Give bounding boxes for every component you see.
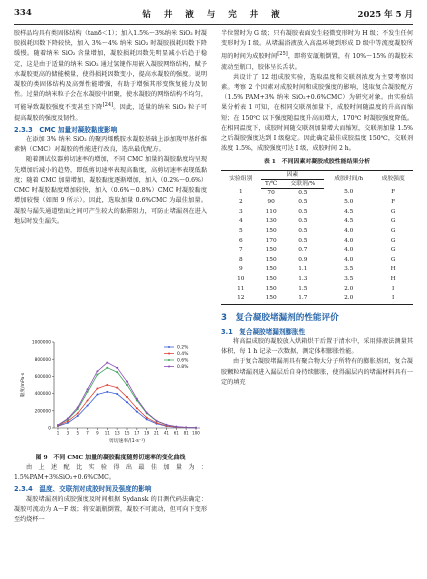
data-point xyxy=(116,393,118,395)
y-tick-label: 600000 xyxy=(34,375,51,380)
data-point xyxy=(96,374,98,376)
table-cell: 150 xyxy=(265,256,277,263)
paragraph: 由于复合凝胶堵漏剂具有聚合物大分子所特有的膨胀基团，复合凝胶颗粒堵漏剂进入漏层后自身持续膨胀，使得漏层内的堵漏材料具有一定的填充 xyxy=(221,358,413,386)
table-cell: 130 xyxy=(265,218,277,225)
paragraph: 随着测试仪器剪切速率的增加，不同 CMC 加量的凝胶黏度均呈现先增加后减小的趋势，即低剪切速率表现高黏度，高剪切速率表现低黏度；随着 CMC 加量增加，凝胶黏度逐渐增加，加入（0.2%～0.6%）CMC 时凝胶黏度增加较快，加入（0.6%～0.8%）CMC 时凝胶黏度增加较慢（如图 9 所示）。因此，选取加量 0.6%CMC 为最佳加量。凝胶与漏失通道壁面之间可产生较大的黏滞阻力，可防止堵漏剂在进入地层时发生漏失。 xyxy=(14,156,207,225)
x-tick-label: 61 xyxy=(173,430,179,436)
table-cell: 3 xyxy=(238,208,243,215)
data-point xyxy=(165,424,167,426)
data-point xyxy=(87,405,89,407)
table-cell: 0.5 xyxy=(298,237,308,244)
table-cell: 0.5 xyxy=(298,218,308,225)
legend-label: 0.8% xyxy=(177,365,189,371)
left-column-lower xyxy=(14,463,207,525)
series-line xyxy=(58,363,196,428)
legend-label: 0.2% xyxy=(177,345,189,351)
x-tick-label: 19 xyxy=(144,430,150,436)
table-cell: 4 xyxy=(238,218,243,225)
data-point xyxy=(96,393,98,395)
y-tick-label: 800000 xyxy=(34,357,51,363)
table-cell: 0.7 xyxy=(298,247,308,254)
table-cell: 150 xyxy=(265,285,277,292)
x-tick-label: 5 xyxy=(76,430,79,436)
header-rule xyxy=(14,24,413,25)
table-cell: 70 xyxy=(267,189,275,196)
data-point xyxy=(87,399,89,401)
data-point xyxy=(126,381,128,383)
legend-label: 0.6% xyxy=(177,358,189,364)
table-cell: 7 xyxy=(238,247,243,254)
x-tick-label: 7 xyxy=(86,430,89,436)
data-point xyxy=(67,422,69,424)
table-cell: F xyxy=(391,199,396,206)
data-point xyxy=(106,384,108,386)
paragraph: 在添加 3% 纳米 SiO₂ 的聚丙烯酰胺水凝胶基础上添加羧甲基纤维素钠（CMC）对凝胶的性能进行改良，选出最优配方。 xyxy=(14,136,207,154)
table-cell: 4.0 xyxy=(344,256,354,263)
table-cell: 10 xyxy=(237,276,245,283)
table-caption: 表 1 不同因素对凝胶成胶性能结果分析 xyxy=(263,158,371,166)
series-line xyxy=(58,385,196,428)
x-tick-label: 15 xyxy=(124,430,130,436)
table-cell: 150 xyxy=(265,266,277,273)
table-cell: 1 xyxy=(238,189,243,196)
table-cell: G xyxy=(390,208,396,215)
table-cell: G xyxy=(390,237,396,244)
x-tick-label: 11 xyxy=(104,430,110,436)
y-tick-label: 400000 xyxy=(34,392,51,398)
citation: [24] xyxy=(102,102,114,109)
data-point xyxy=(185,426,187,428)
issue-date: 2025 年 5 月 xyxy=(357,10,413,20)
th-crosslink: 交联剂/% xyxy=(282,179,324,188)
table-cell: 4.0 xyxy=(344,247,354,254)
data-point xyxy=(96,370,98,372)
citation: [25] xyxy=(277,51,288,58)
table-cell: 170 xyxy=(265,237,277,244)
table-cell: 150 xyxy=(265,247,277,254)
table-cell: G xyxy=(390,228,396,235)
table-cell: 11 xyxy=(237,285,245,292)
table-cell: 8 xyxy=(238,256,243,263)
table-cell: 90 xyxy=(267,199,275,206)
table-cell: 1.3 xyxy=(298,276,308,283)
data-point xyxy=(87,388,89,390)
data-point xyxy=(77,415,79,417)
data-point xyxy=(116,371,118,373)
table-row xyxy=(221,237,413,247)
y-tick-label: 1000000 xyxy=(31,340,51,346)
section-heading: 3 复合凝胶堵漏剂的性能评价 xyxy=(221,312,339,323)
data-point xyxy=(146,417,148,419)
data-point xyxy=(116,367,118,369)
x-tick-label: 17 xyxy=(134,430,140,436)
section-heading: 2.3.3 CMC 加量对凝胶黏度影响 xyxy=(14,125,118,134)
th-temp: T/℃ xyxy=(261,179,282,188)
x-tick-label: 81 xyxy=(183,430,189,436)
table-cell: 3.5 xyxy=(344,276,354,283)
table-row xyxy=(221,265,413,275)
paragraph: 将高温成胶的凝胶放入烘箱烘干后置于清水中，采用排液法测量其体积，每 1 h 记录一次数据，测定体积膨胀性能。 xyxy=(221,338,413,356)
data-point xyxy=(106,391,108,393)
th-factor: 因素 xyxy=(261,170,324,179)
table-cell: 4.5 xyxy=(344,218,354,225)
table-cell: 2 xyxy=(238,199,243,206)
section-heading: 2.3.4 温度、交联剂对成胶时间及强度的影响 xyxy=(14,485,152,494)
table-cell: F xyxy=(391,189,396,196)
table-cell: 2.0 xyxy=(344,285,354,292)
x-tick-label: 3 xyxy=(66,430,70,436)
data-point xyxy=(146,412,148,414)
table-cell: 0.5 xyxy=(298,199,308,206)
data-point xyxy=(106,367,108,369)
y-tick-label: 200000 xyxy=(34,409,51,415)
x-tick-label: 41 xyxy=(163,430,169,436)
table-cell: G xyxy=(390,247,396,254)
x-tick-label: 9 xyxy=(96,430,99,436)
legend-marker xyxy=(168,359,170,361)
table-cell: I xyxy=(373,294,413,304)
data-point xyxy=(67,418,69,420)
table-row xyxy=(221,227,413,237)
x-tick-label: 21 xyxy=(154,430,160,436)
th-strength: 成胶强度 xyxy=(373,170,413,188)
page-header xyxy=(14,8,413,22)
paragraph: 凝胶堵漏剂的成胶强度及时间根据 Sydansk 的目测代码法确定：凝胶可流动为 A～F 级；将安瓿瓶倒置，凝胶不可流动，但可向下变形至约烧杯一 xyxy=(14,495,207,524)
data-point xyxy=(77,406,79,408)
table-cell: 5.0 xyxy=(344,189,354,196)
y-tick-label: 0 xyxy=(48,426,51,432)
table-cell: I xyxy=(392,285,395,292)
table-cell: 4.5 xyxy=(344,208,354,215)
page-number: 334 xyxy=(14,8,32,18)
x-tick-label: 1 xyxy=(56,430,60,436)
y-axis-label: 黏度/mPa·s xyxy=(21,372,26,398)
table-cell: 0.5 xyxy=(298,189,308,196)
table-cell: 110 xyxy=(265,208,277,215)
table-row xyxy=(221,256,413,266)
table-cell: 6 xyxy=(238,237,243,244)
table-row xyxy=(221,285,413,295)
data-point xyxy=(77,412,79,414)
data-point xyxy=(67,420,69,422)
x-tick-label: 100 xyxy=(192,430,200,436)
x-axis-label: 剪切速率/(1·s⁻¹) xyxy=(108,439,146,444)
paragraph: 胶样品均具有类固体结构（tanδ＜1）；加入1.5%～3%纳米 SiO₂ 时凝胶损耗因数下降较快，加入 3%～4% 纳米 SiO₂ 时凝胶损耗因数下降缓慢。随着纳米 SiO₂ 含量增加，凝胶损耗因数先明显减小后趋于稳定，这是由于适量的纳米 SiO₂ 通过氢键作用嵌入凝胶网络结构，赋予水凝胶更高的储能模量，使得损耗因数变小，提高水凝胶的强度。说明凝胶的类固体结构及高弹性能增强，有助于增强其形变恢复能力及韧性。过量的纳米粒子会在水凝胶中团聚，使水凝胶的网络结构不均匀，可能导致凝胶强度不变甚至下降[24]。因此，适量的纳米 SiO₂ 粒子可提高凝胶的强度及韧性。 xyxy=(14,30,207,122)
data-point xyxy=(96,387,98,389)
table-cell: 3.5 xyxy=(344,266,354,273)
paragraph: 共设计了 12 组成胶实验，选取温度和交联剂浓度为主要考察因素。考察 2 个因素对成胶时间和成胶强度的影响，选取复合凝胶配方（1.5% PAM+3% 纳米 SiO₂+0.6%CMC）为研究对象。由实验结果分析表 1 可知，在相同交联剂加量下，成胶时间随温度的升高而缩短；在 150℃ 以下强度随温度升高而增大，170℃ 时凝胶强度降低。在相同温度下，成胶时间随交联剂加量增大而缩短，交联剂加量 1.5% 之后凝胶强度达到 I 级稳定。因此确定最佳成胶温度 150℃，交联剂浓度 1.5%，成胶强度可达 I 级，成胶时间 2 h。 xyxy=(221,73,413,153)
x-tick-label: 13 xyxy=(114,430,120,436)
table-cell: 1.7 xyxy=(282,294,324,304)
data-point xyxy=(156,422,158,424)
table-row xyxy=(221,208,413,218)
table-cell: 12 xyxy=(221,294,261,304)
data-point xyxy=(126,396,128,398)
table-cell: H xyxy=(390,266,396,273)
legend-marker xyxy=(168,366,170,368)
data-point xyxy=(136,398,138,400)
figure-caption: 图 9 不同 CMC 加量的凝胶黏度随剪切速率的变化曲线 xyxy=(35,454,186,461)
legend-label: 0.4% xyxy=(177,352,189,358)
paragraph: 半位置时为 G 级；只有凝胶表面发生轻微变形时为 H 级；不发生任何变形时为 I 级。从堵漏浴液放入高温环境到形成 D 级中等流度凝胶所用的时间为成胶时间[25]，即将安瓿瓶倒置，有 10%～15% 的凝胶未流动至瓶口，胶体呈长舌状。 xyxy=(221,30,413,71)
legend-marker xyxy=(168,346,170,348)
table-row xyxy=(221,275,413,285)
table-row xyxy=(221,198,413,208)
table-row xyxy=(221,246,413,256)
data-point xyxy=(195,427,197,429)
data-point xyxy=(146,418,148,420)
table-cell: 0.5 xyxy=(298,208,308,215)
table-row xyxy=(221,294,413,304)
data-point xyxy=(175,426,177,428)
table-cell: 9 xyxy=(238,266,243,273)
table-cell: 5 xyxy=(238,228,243,235)
table-cell: 2.0 xyxy=(324,294,373,304)
table-cell: 0.9 xyxy=(298,256,308,263)
table-cell: 4.0 xyxy=(344,237,354,244)
table-cell: 1.1 xyxy=(298,266,308,273)
paragraph: 由上述配比实验得出最佳加量为：1.5%PAM+3%SiO₂+0.6%CMC。 xyxy=(14,464,207,482)
data-point xyxy=(126,384,128,386)
data-point xyxy=(116,387,118,389)
results-table xyxy=(221,170,413,305)
table-cell: H xyxy=(390,276,396,283)
section-heading: 3.1 复合凝胶堵漏剂膨胀性 xyxy=(221,327,306,336)
left-column xyxy=(14,29,207,227)
table-cell: 4.0 xyxy=(344,228,354,235)
table-cell: 1.5 xyxy=(298,285,308,292)
table-cell: 150 xyxy=(265,228,277,235)
legend-marker xyxy=(168,353,170,355)
viscosity-chart xyxy=(14,336,207,451)
th-exp: 实验组别 xyxy=(221,170,261,188)
data-point xyxy=(126,401,128,403)
table-cell: 150 xyxy=(261,294,282,304)
table-cell: G xyxy=(390,256,396,263)
th-time: 成胶时间/h xyxy=(324,170,373,188)
table-cell: 0.5 xyxy=(298,228,308,235)
data-point xyxy=(136,407,138,409)
data-point xyxy=(57,424,59,426)
table-cell: 150 xyxy=(265,276,277,283)
journal-name: 钻 井 液 与 完 井 液 xyxy=(142,10,285,20)
table-row xyxy=(221,217,413,227)
table-cell: 5.0 xyxy=(344,199,354,206)
table-row xyxy=(221,188,413,198)
data-point xyxy=(156,420,158,422)
table-cell: G xyxy=(390,218,396,225)
data-point xyxy=(106,362,108,364)
data-point xyxy=(136,411,138,413)
right-column xyxy=(221,29,413,388)
